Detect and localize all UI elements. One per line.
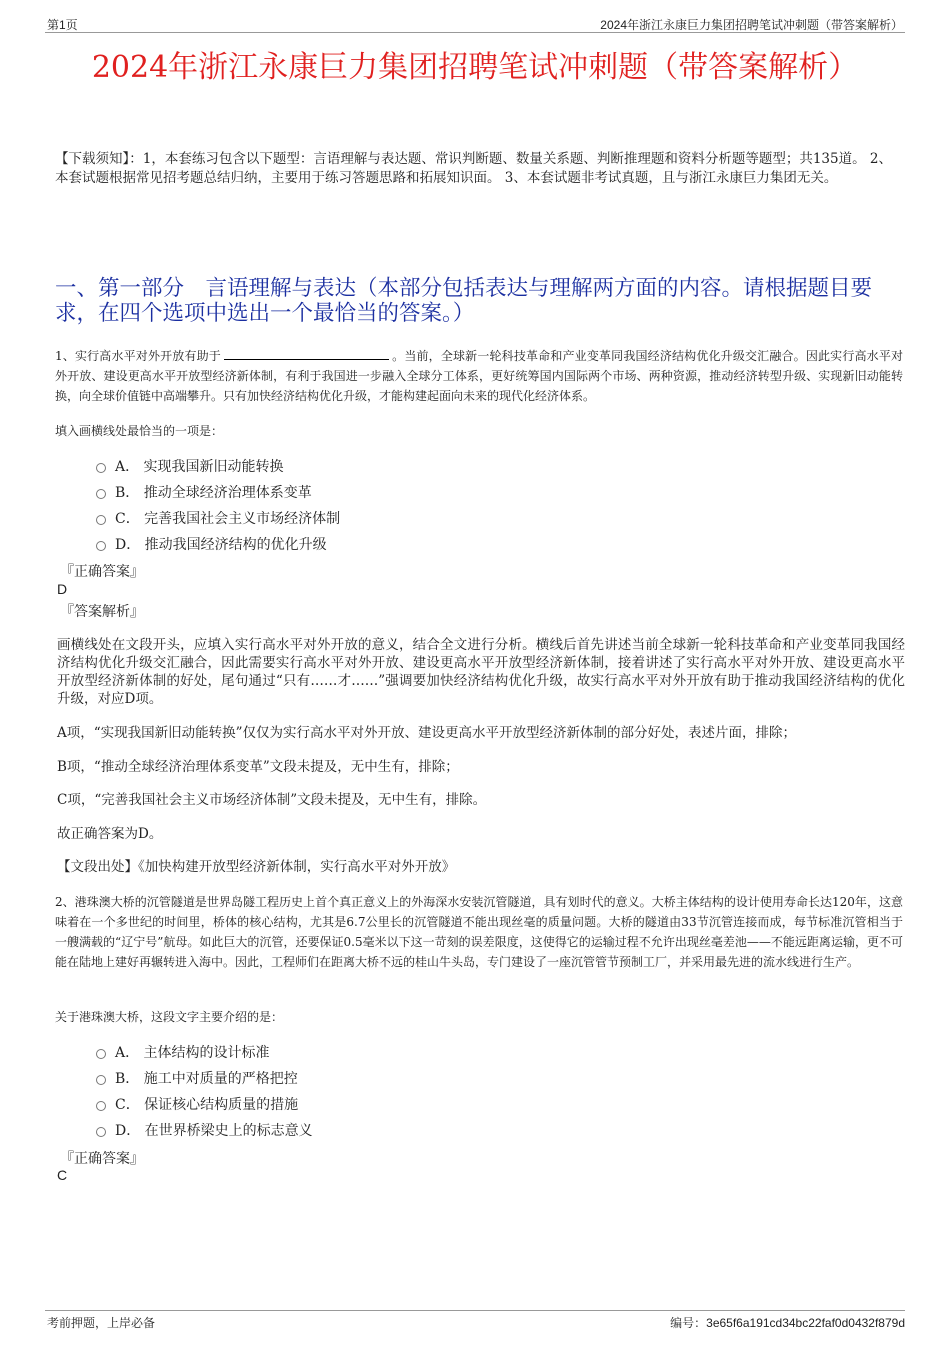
- fill-blank: [224, 347, 389, 360]
- q2-option-d[interactable]: [96, 1120, 313, 1140]
- radio-icon[interactable]: [96, 489, 106, 499]
- radio-icon[interactable]: [96, 1101, 106, 1111]
- option-label: D． 在世界桥梁史上的标志意义: [115, 1123, 313, 1139]
- option-label: B． 推动全球经济治理体系变革: [115, 485, 312, 501]
- radio-icon[interactable]: [96, 1075, 106, 1085]
- analysis-paragraph: B项，“推动全球经济治理体系变革”文段未提及，无中生有，排除；: [57, 759, 459, 775]
- option-label: A． 实现我国新旧动能转换: [115, 459, 284, 475]
- header-doc-title: 2024年浙江永康巨力集团招聘笔试冲刺题（带答案解析）: [600, 18, 903, 32]
- source-citation: 【文段出处】《加快构建开放型经济新体制，实行高水平对外开放》: [57, 859, 456, 875]
- header-divider: [45, 32, 905, 33]
- document-title: 2024年浙江永康巨力集团招聘笔试冲刺题（带答案解析）: [91, 50, 859, 85]
- answer-label: 『正确答案』: [60, 1151, 144, 1167]
- question-1-stem: [55, 346, 903, 406]
- question-1-prompt: 填入画横线处最恰当的一项是：: [55, 424, 224, 438]
- q2-option-a[interactable]: [96, 1042, 270, 1062]
- stem-part: 1、实行高水平对外开放有助于: [55, 349, 221, 363]
- question-2-stem: 2、港珠澳大桥的沉管隧道是世界岛隧工程历史上首个真正意义上的外海深水安装沉管隧道，具有划时代的意义。大桥主体结构的设计使用寿命长达120年，这意味着在一个多世纪的时间里，桥体的核心结构，尤其是6.7公里长的沉管隧道不能出现丝毫的质量问题。大桥的隧道由33节沉管连接而成，每节标准沉管相当于一艘满载的“辽宁号”航母。如此巨大的沉管，还要保证0.5毫米以下这一苛刻的误差限度，这使得它的运输过程不允许出现丝毫差池——不能远距离运输，更不可能在陆地上建好再辗转进入海中。因此，工程师们在距离大桥不远的桂山牛头岛，专门建设了一座沉管管节预制工厂，并采用最先进的流水线进行生产。: [55, 895, 903, 969]
- section-heading: 一、第一部分 言语理解与表达（本部分包括表达与理解两方面的内容。请根据题目要求，在四个选项中选出一个最恰当的答案。）: [55, 276, 873, 326]
- q1-option-d[interactable]: [96, 534, 327, 554]
- radio-icon[interactable]: [96, 463, 106, 473]
- option-label: B． 施工中对质量的严格把控: [115, 1071, 298, 1087]
- q1-option-c[interactable]: [96, 508, 340, 528]
- option-label: C． 完善我国社会主义市场经济体制: [115, 511, 341, 527]
- document-id: 编号：3e65f6a191cd34bc22faf0d0432f879d: [670, 1316, 905, 1330]
- footer-slogan: 考前押题，上岸必备: [47, 1316, 156, 1330]
- radio-icon[interactable]: [96, 541, 106, 551]
- option-label: A． 主体结构的设计标准: [115, 1045, 270, 1061]
- footer-divider: [45, 1310, 905, 1311]
- answer-label: 『正确答案』: [60, 564, 144, 580]
- analysis-paragraph: A项，“实现我国新旧动能转换”仅仅为实行高水平对外开放、建设更高水平开放型经济新体制的部分好处，表述片面，排除；: [57, 725, 797, 741]
- page-number: 第1页: [47, 18, 78, 32]
- radio-icon[interactable]: [96, 1127, 106, 1137]
- stem-part: 。当前，全球新一轮科技革命和产业变革同我国经济结构优化升级交汇融合。因此实行高水平对外开放、建设更高水平开放型经济新体制，有利于我国进一步融入全球分工体系，更好统筹国内国际两个市场、两种资源，推动经济转型升级、实现新旧动能转换，向全球价值链中高端攀升。只有加快经济结构优化升级，才能构建起面向未来的现代化经济体系。: [55, 349, 903, 403]
- radio-icon[interactable]: [96, 515, 106, 525]
- download-notice: 【下载须知】：1，本套练习包含以下题型：言语理解与表达题、常识判断题、数量关系题、判断推理题和资料分析题等题型；共135道。 2、本套试题根据常见招考题总结归纳，主要用于练习答题思路和拓展知识面。 3、本套试题非考试真题，且与浙江永康巨力集团无关。: [55, 151, 892, 186]
- analysis-paragraph: 故正确答案为D。: [57, 826, 163, 842]
- q1-option-a[interactable]: [96, 456, 284, 476]
- option-label: D． 推动我国经济结构的优化升级: [115, 537, 327, 553]
- q1-option-b[interactable]: [96, 482, 312, 502]
- radio-icon[interactable]: [96, 1049, 106, 1059]
- option-label: C． 保证核心结构质量的措施: [115, 1097, 299, 1113]
- answer-value: D: [57, 581, 68, 597]
- q2-option-b[interactable]: [96, 1068, 298, 1088]
- answer-value: C: [57, 1167, 68, 1183]
- q2-option-c[interactable]: [96, 1094, 298, 1114]
- question-2-prompt: 关于港珠澳大桥，这段文字主要介绍的是：: [55, 1010, 284, 1024]
- analysis-label: 『答案解析』: [60, 604, 144, 620]
- analysis-paragraph: 画横线处在文段开头，应填入实行高水平对外开放的意义，结合全文进行分析。横线后首先讲述当前全球新一轮科技革命和产业变革同我国经济结构优化升级交汇融合，因此需要实行高水平对外开放、建设更高水平开放型经济新体制，接着讲述了实行高水平对外开放、建设更高水平开放型经济新体制的好处，尾句通过“只有……才……”强调要加快经济结构优化升级，故实行高水平对外开放有助于推动我国经济结构的优化升级，对应D项。: [57, 637, 905, 707]
- analysis-paragraph: C项，“完善我国社会主义市场经济体制”文段未提及，无中生有，排除。: [57, 792, 487, 808]
